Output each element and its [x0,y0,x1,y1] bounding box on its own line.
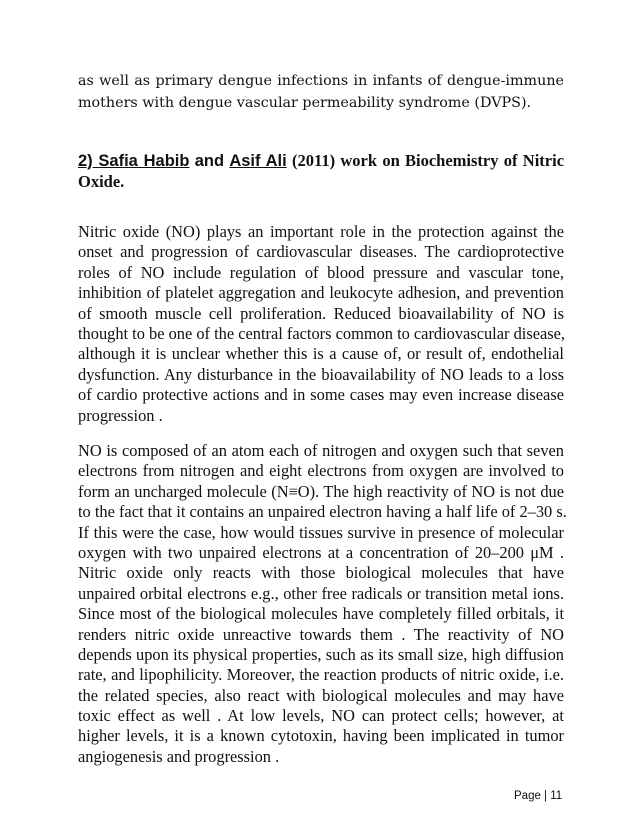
text-line: although it is unclear whether this is a cause of, or result of, endothelial [78,344,564,364]
text-line: of smooth muscle cell proliferation. Reduced bioavailability of NO is [78,303,564,323]
text-line: dysfunction. Any disturbance in the bioavailability of NO leads to a loss [78,364,564,384]
text-line: Nitric oxide (NO) plays an important role in the protection against the [78,222,564,241]
text-line: form an uncharged molecule (N≡O). The high reactivity of NO is not due [78,481,564,501]
text-line: as well as primary dengue infections in infants of dengue-immune [78,73,564,89]
text-line: of cardio protective actions and in some cases may even increase disease [78,385,564,405]
heading-and: and [194,152,225,170]
text-line: the related species, also react with biological molecules and may have [78,685,564,705]
text-line: electrons from nitrogen and eight electrons from oxygen are involved to [78,461,564,481]
text-line: angiogenesis and progression . [78,746,280,766]
text-line: If this were the case, how would tissues survive in presence of molecular [78,522,564,542]
heading-number: 2) [78,152,93,170]
text-line: rate, and lipophilicity. Moreover, the reaction products of nitric oxide, i.e. [78,665,564,685]
text-line: Since most of the biological molecules have completely filled orbitals, it [78,604,564,624]
text-line: Nitric oxide only reacts with those biological molecules that have [78,563,564,583]
heading-number-author1 [78,152,189,170]
text-line: thought to be one of the central factors common to cardiovascular disease, [78,323,565,343]
text-line: inhibition of platelet aggregation and leukocyte adhesion, and prevention [78,283,564,303]
text-line: depends upon its physical properties, such as its small size, high diffusion [78,644,564,664]
page-number: Page | 11 [514,790,563,802]
paragraph-1 [78,222,564,426]
text-line: unpaired orbital electrons e.g., other free radicals or transition metal ions. [78,583,564,603]
paragraph-2 [78,441,567,767]
text-line: mothers with dengue vascular permeability syndrome (DVPS). [78,95,532,111]
author-link-asif-ali[interactable]: Asif Ali [229,152,287,170]
text-line: renders nitric oxide unreactive towards them . The reactivity of NO [78,624,564,644]
author-link-safia-habib[interactable]: Safia Habib [98,152,190,170]
text-line: roles of NO include regulation of blood pressure and vascular tone, [78,262,564,282]
intro-paragraph [78,70,564,114]
text-line: progression . [78,405,163,425]
heading-line2: Oxide. [78,172,125,191]
text-line: NO is composed of an atom each of nitrogen and oxygen such that seven [78,441,564,460]
text-line: oxygen with two unpaired electrons at a concentration of 20–200 μM . [78,542,564,562]
text-line: to the fact that it contains an unpaired electron having a half life of 2–30 s. [78,502,567,522]
text-line: higher levels, it is a known cytotoxin, having been implicated in tumor [78,726,564,746]
text-line: onset and progression of cardiovascular diseases. The cardioprotective [78,242,564,262]
heading-rest: (2011) work on Biochemistry of Nitric [292,151,565,170]
section-heading [78,150,564,192]
text-line: toxic effect as well . At low levels, NO can protect cells; however, at [78,706,564,726]
